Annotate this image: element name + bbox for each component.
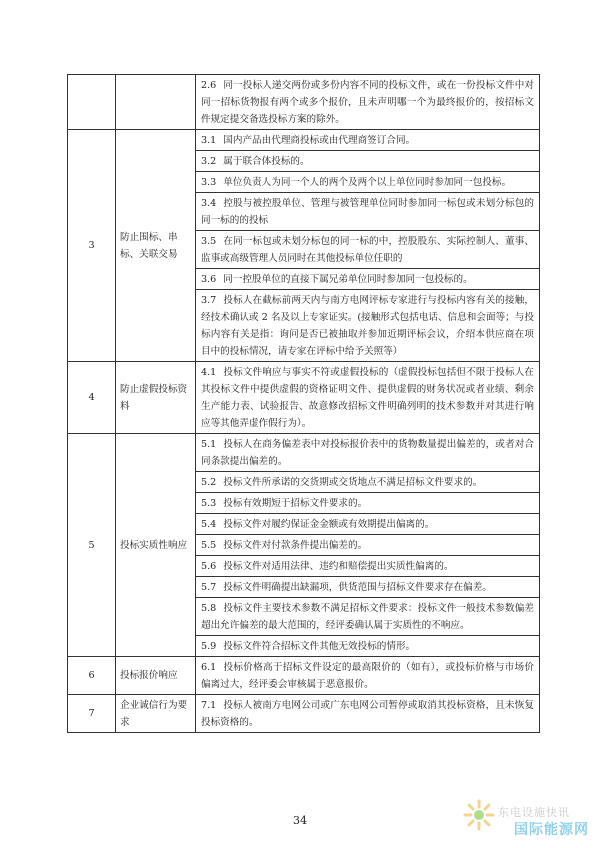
clause-cell [196, 535, 540, 556]
clause-number: 7.1 [201, 700, 217, 711]
clause-text: 同一控股单位的直接下属兄弟单位同时参加同一包投标的。 [223, 274, 473, 285]
clause-text: 投标文件对履约保证金金额或有效期提出偏离的。 [223, 519, 435, 530]
table-row [68, 695, 540, 733]
clause-number: 5.3 [201, 498, 217, 509]
clause-number: 2.6 [201, 80, 217, 91]
clause-cell [196, 231, 540, 269]
clause-text: 国内产品由代理商投标或由代理商签订合同。 [223, 135, 416, 146]
clause-cell [196, 130, 540, 151]
clause-number: 3.1 [201, 135, 217, 146]
table-row [68, 130, 540, 151]
clause-text: 投标人被南方电网公司或广东电网公司暂停或取消其投标资格，且未恢复投标资格的。 [201, 700, 534, 728]
row-number-cell [68, 75, 116, 130]
clause-text: 单位负责人为同一个人的两个及两个以上单位同时参加同一包投标。 [223, 177, 512, 188]
table-row [68, 434, 540, 472]
clause-number: 5.6 [201, 561, 217, 572]
clause-number: 3.6 [201, 274, 217, 285]
clause-number: 5.1 [201, 439, 217, 450]
clause-text: 投标有效期短于招标文件要求的。 [223, 498, 368, 509]
clause-number: 5.5 [201, 540, 217, 551]
clause-cell [196, 514, 540, 535]
clause-text: 在同一标包或未划分标包的同一标的中，控股股东、实际控制人、董事、监事或高级管理人员同时在其他投标单位任职的 [201, 236, 534, 264]
clause-number: 3.5 [201, 236, 217, 247]
clause-cell [196, 434, 540, 472]
clause-cell [196, 577, 540, 598]
clause-cell [196, 472, 540, 493]
clause-cell [196, 75, 540, 130]
clause-text: 投标文件符合招标文件其他无效投标的情形。 [223, 641, 416, 652]
watermark-line1: 东电设施快讯 [498, 806, 570, 819]
clause-cell [196, 193, 540, 231]
category-cell: 企业诚信行为要求 [116, 695, 196, 733]
clause-number: 5.9 [201, 641, 217, 652]
clause-cell [196, 269, 540, 290]
clause-cell [196, 657, 540, 695]
clause-number: 4.1 [201, 367, 217, 378]
page-number: 34 [293, 814, 307, 827]
clause-number: 5.8 [201, 603, 217, 614]
row-number-cell: 6 [68, 657, 116, 695]
row-number-cell: 5 [68, 434, 116, 657]
clause-cell [196, 556, 540, 577]
watermark [462, 794, 598, 844]
clause-text: 属于联合体投标的。 [223, 156, 310, 167]
clause-cell [196, 695, 540, 733]
clause-text: 投标价格高于招标文件设定的最高限价的（如有），或投标价格与市场价偏离过大，经评委会审核属于恶意报价。 [201, 662, 534, 690]
sun-logo-icon [462, 798, 496, 832]
clause-text: 投标文件主要技术参数不满足招标文件要求：投标文件一般技术参数偏差超出允许偏差的最大范围的，经评委确认属于实质性的不响应。 [201, 603, 534, 631]
row-number-cell: 4 [68, 362, 116, 434]
table-row [68, 657, 540, 695]
clause-text: 投标人在商务偏差表中对投标报价表中的货物数量提出偏差的，或者对合同条款提出偏差的。 [201, 439, 534, 467]
clause-number: 5.4 [201, 519, 217, 530]
clause-text: 投标人在截标前两天内与南方电网评标专家进行与投标内容有关的接触，经技术确认或 2 名及以上专家证实。(接触形式包括电话、信息和会面等；与投标内容有关是指：询问是否已被抽取并参加近期评标会议，介绍本供应商在项目中的投标情况，请专家在评标中给予关照等） [201, 295, 534, 357]
clause-number: 5.7 [201, 582, 217, 593]
category-cell: 投标实质性响应 [116, 434, 196, 657]
clause-text: 投标文件对付款条件提出偏差的。 [223, 540, 368, 551]
table-row [68, 362, 540, 434]
clause-number: 3.7 [201, 295, 217, 306]
table-body [68, 75, 540, 733]
clause-text: 投标文件明确提出缺漏项，供货范围与招标文件要求存在偏差。 [223, 582, 492, 593]
category-cell [116, 75, 196, 130]
clause-cell [196, 151, 540, 172]
clause-cell [196, 636, 540, 657]
clause-text: 同一投标人递交两份或多份内容不同的投标文件，或在一份投标文件中对同一招标货物报有两个或多个报价，且未声明哪一个为最终报价的，按招标文件规定提交备选投标方案的除外。 [201, 80, 534, 125]
clause-number: 3.3 [201, 177, 217, 188]
clause-cell [196, 362, 540, 434]
watermark-line2: 国际能源网 [514, 822, 589, 838]
clause-text: 投标文件所承诺的交货期或交货地点不满足招标文件要求的。 [223, 477, 483, 488]
clause-number: 3.2 [201, 156, 217, 167]
clause-number: 6.1 [201, 662, 217, 673]
table-row [68, 75, 540, 130]
clause-cell [196, 493, 540, 514]
category-cell: 防止虚假投标资料 [116, 362, 196, 434]
clause-text: 投标文件响应与事实不符或虚假投标的（虚假投标包括但不限于投标人在其投标文件中提供虚假的资格证明文件、提供虚假的财务状况或者业绩、剩余生产能力表、试验报告、故意修改招标文件明确列明的技术参数并对其进行响应等其他弄虚作假行为）。 [201, 367, 534, 429]
clause-cell [196, 598, 540, 636]
clause-cell [196, 172, 540, 193]
row-number-cell: 7 [68, 695, 116, 733]
category-cell: 投标报价响应 [116, 657, 196, 695]
category-cell: 防止围标、串标、关联交易 [116, 130, 196, 362]
row-number-cell: 3 [68, 130, 116, 362]
clause-number: 5.2 [201, 477, 217, 488]
clause-cell [196, 290, 540, 362]
clause-number: 3.4 [201, 198, 217, 209]
clause-text: 投标文件对适用法律、违约和赔偿提出实质性偏离的。 [223, 561, 454, 572]
clause-text: 控股与被控股单位、管理与被管理单位同时参加同一标包或未划分标包的同一标的的投标 [201, 198, 534, 226]
requirements-table [67, 74, 540, 733]
